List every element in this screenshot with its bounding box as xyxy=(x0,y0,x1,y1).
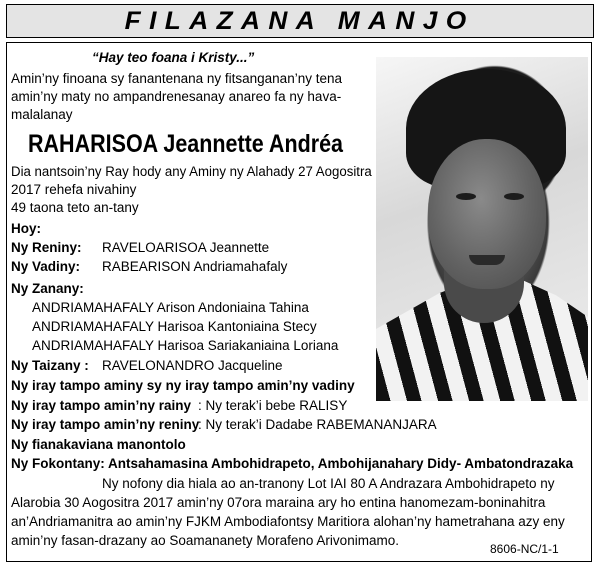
tampo-reniny-value: : Ny terak’i Dadabe RABEMANANJARA xyxy=(198,417,437,432)
deceased-name: RAHARISOA Jeannette Andréa xyxy=(28,130,344,158)
burial-line-3: an’Andriamanitra ao amin’ny FJKM Ambodiafontsy Maritiora alohan’ny hametrahana azy eny xyxy=(11,514,565,529)
burial-line-2: Alarobia 30 Aogositra 2017 amin’ny 07ora maraina ary ho entina hanomezam-boninahitra xyxy=(11,495,546,510)
reference-code: 8606-NC/1-1 xyxy=(490,542,559,556)
tampo-vadiny: Ny iray tampo aminy sy ny iray tampo amin’ny vadiny xyxy=(11,378,355,393)
tampo-reniny-label: Ny iray tampo amin’ny reniny xyxy=(11,417,200,432)
reniny-value: RAVELOARISOA Jeannette xyxy=(102,240,270,255)
taizany-value: RAVELONANDRO Jacqueline xyxy=(102,358,283,373)
burial-line-4: amin’ny fasan-drazany ao Soamananety Morafeno Arivonimamo. xyxy=(11,533,399,548)
death-line-1: Dia nantsoin’ny Ray hody any Aminy ny Alahady 27 Aogositra xyxy=(11,164,372,179)
zanany-label: Ny Zanany: xyxy=(11,281,84,296)
deceased-photo xyxy=(376,57,588,401)
fianakaviana: Ny fianakaviana manontolo xyxy=(11,437,186,452)
notice-title: FILAZANA MANJO xyxy=(125,6,475,35)
death-line-3: 49 taona teto an-tany xyxy=(11,200,139,215)
death-line-2: 2017 rehefa nivahiny xyxy=(11,182,137,197)
zanany-item-2: ANDRIAMAHAFALY Harisoa Kantoniaina Stecy xyxy=(32,319,317,334)
intro-line-1: Amin’ny finoana sy fanantenana ny fitsanganan’ny tena xyxy=(11,71,342,86)
fokontany: Ny Fokontany: Antsahamasina Ambohidrapeto, Ambohijanahary Didy- Ambatondrazaka xyxy=(11,456,574,471)
zanany-item-3: ANDRIAMAHAFALY Harisoa Sariakaniaina Loriana xyxy=(32,338,339,353)
bible-quote: “Hay teo foana i Kristy...” xyxy=(92,50,255,65)
intro-line-2: amin’ny maty no ampandrenesanay anareo fa ny hava- xyxy=(11,89,342,104)
notice-header xyxy=(6,4,594,38)
tampo-rainy-label: Ny iray tampo amin’ny rainy xyxy=(11,398,192,413)
reniny-label: Ny Reniny: xyxy=(11,240,82,255)
burial-line-1: Ny nofony dia hiala ao an-tranony Lot IAI 80 A Andrazara Ambohidrapeto ny xyxy=(102,476,555,491)
taizany-label: Ny Taizany : xyxy=(11,358,89,373)
zanany-item-1: ANDRIAMAHAFALY Arison Andoniaina Tahina xyxy=(32,300,309,315)
intro-line-3: malalanay xyxy=(11,107,73,122)
tampo-rainy-value: : Ny terak’i bebe RALISY xyxy=(198,398,348,413)
hoy-label: Hoy: xyxy=(11,221,41,236)
vadiny-label: Ny Vadiny: xyxy=(11,259,81,274)
vadiny-value: RABEARISON Andriamahafaly xyxy=(102,259,288,274)
